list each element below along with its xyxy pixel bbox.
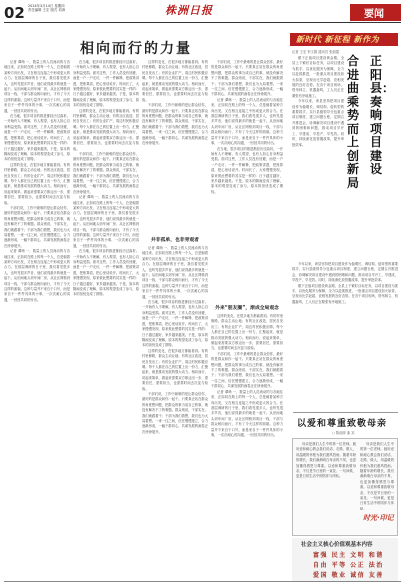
section-tag: 要闻	[364, 9, 384, 20]
article-paragraph: 这样的变化，在很多地方都能看到。有的村里修路，群众主动让地；有的社区改造，居民自发出工；有的企业扩产，周边村民积极应聘。每个人都在自己的位置上出一份力，汇聚起来，就是推动发展的强大动力。相向而行，说起来简单，做起来需要双方都迈出一步，需要信任，需要担当，也需要时间去沉淀与检验。	[142, 348, 208, 391]
feature-paragraph: 今年以来，该县坚持把项目建设作为稳增长、调结构、促转型的重要抓手，实行县级领导分包重点项目制度，建立问题台账，定期召开推进会，协调解决项目建设中遇到的困难和问题，推动项目早开工、早建成、早投产、早见效。同时，持续深化放管服改革，提升审批效率。	[292, 262, 398, 283]
slogan-title: 社会主义核心价值观基本内容	[301, 542, 373, 548]
article-paragraph: 干部们说，工作中最难的是让群众信你，最好的是群众和你一起干。只要真正站在群众的角度想问题，把群众的事当成自己的事，就没有解决不了的难题。群众则说，干部实在，我们就跟着干；干部为我们着想，我们也为大局着想。一来一往之间，信任慢慢建立，合力逐渐形成，一幅干群同心、共谋发展的画卷正在徐徐展开。	[73, 151, 139, 194]
article-paragraph: 干部们说，工作中最难的是让群众信你，最好的是群众和你一起干。只要真正站在群众的角度想问题，把群众的事当成自己的事，就没有解决不了的难题。群众则说，干部实在，我们就跟着干；干部为我们着想，我们也为大局着想。一来一往之间，信任慢慢建立，合力逐渐形成，一幅干群同心、共谋发展的画卷正在徐徐展开。	[211, 60, 283, 97]
issue-meta-line: 2024年3月14日 星期四	[28, 4, 65, 8]
issue-meta	[28, 4, 65, 13]
article-paragraph: 这样的变化，在很多地方都能看到。有的村里修路，群众主动让地；有的社区改造，居民自发出工；有的企业扩产，周边村民积极应聘。每个人都在自己的位置上出一份力，汇聚起来，就是推动发展的强大动力。相向而行，说起来简单，做起来需要双方都迈出一步，需要信任，需要担当，也需要时间去沉淀与检验。	[4, 162, 70, 205]
article-paragraph: 在当地，很多项目的推进都经历过曲折。一开始有人不理解，有人观望，也有人担心自身利益受损。面对这些，工作人员没有回避，而是一户一户走访，一件一件解释，把政策讲透，把账算清，把心里话说开。时间长了，大家慢慢发现，原来彼此想要的其实是一样的：日子越过越好，家乡越来越美。于是，原本的隔阂变成了理解，原本的观望变成了参与，原本的担忧变成了期待。	[4, 114, 70, 162]
feature-paragraph: 今年以来，该县坚持把项目建设作为稳增长、调结构、促转型的重要抓手，实行县级领导分包重点项目制度，建立问题台账，定期召开推进会，协调解决项目建设中遇到的困难和问题，推动项目早开工、早建成、早投产、早见效。同时，持续深化放管服改革，提升审批效率。	[292, 99, 344, 147]
feature-title-right: 正阳县：奏响项目建设	[370, 54, 395, 176]
newspaper-masthead: 株洲日报	[165, 4, 213, 17]
feature-paragraph: 眼下正值项目建设黄金期，全县上下紧盯目标任务，以项目建设为抓手，以优化服务为保障，全力以赴抓推进，一批重点项目建设如火如荼，呈现出比学赶超、竞相发展的良好态势。在各个项目现场，塔吊林立、机器轰鸣，工人们正在紧张有序地施工。	[292, 56, 344, 98]
feature-byline: 记者 王宏 李文娟 通讯员 张丽霞	[292, 50, 340, 54]
article-paragraph: 记者 谭萌 一、数量上的人员流动的与各地往来，正如同在路上的每一个人，总是朝着某种方向出发，又在相互连接之中形成更大的合力。在基层调研的日子里，我们看见很多人，也听见很多声音，他们说得最多的就是一起干。从田间地头到车间厂房，从社区网格到项目一线，干部与群众相向而行，才有了今天这样的面貌。这种力量并不来自于口号，而是来自于一件件具体的小事，一次次耐心的沟通，一回回共同的付出。	[4, 60, 70, 113]
article-subhead: 并非孤单，也非旁观者	[151, 238, 199, 243]
article-paragraph: 在当地，很多项目的推进都经历过曲折。一开始有人不理解，有人观望，也有人担心自身利益受损。面对这些，工作人员没有回避，而是一户一户走访，一件一件解释，把政策讲透，把账算清，把心里话说开。时间长了，大家慢慢发现，原来彼此想要的其实是一样的：日子越过越好，家乡越来越美。于是，原本的隔阂变成了理解，原本的观望变成了参与，原本的担忧变成了期待。	[142, 300, 208, 348]
header-rule	[4, 22, 401, 23]
article-paragraph: 记者 谭萌 一、数量上的人员流动的与各地往来，正如同在路上的每一个人，总是朝着某种方向出发，又在相互连接之中形成更大的合力。在基层调研的日子里，我们看见很多人，也听见很多声音，他们说得最多的就是一起干。从田间地头到车间厂房，从社区网格到项目一线，干部与群众相向而行，才有了今天这样的面貌。这种力量并不来自于口号，而是来自于一件件具体的小事，一次次耐心的沟通，一回回共同的付出。	[211, 97, 283, 146]
essay-title: 以爱和尊重致敬母亲	[297, 419, 388, 429]
feature-column	[292, 262, 398, 406]
article-paragraph: 记者 谭萌 一、数量上的人员流动的与各地往来，正如同在路上的每一个人，总是朝着某种方向出发，又在相互连接之中形成更大的合力。在基层调研的日子里，我们看见很多人，也听见很多声音，他们说得最多的就是一起干。从田间地头到车间厂房，从社区网格到项目一线，干部与群众相向而行，才有了今天这样的面貌。这种力量并不来自于口号，而是来自于一件件具体的小事，一次次耐心的沟通，一回回共同的付出。	[73, 195, 139, 248]
slogan-line: 爱国 敬业 诚信 友善	[313, 572, 384, 579]
article-paragraph: 干部们说，工作中最难的是让群众信你，最好的是群众和你一起干。只要真正站在群众的角度想问题，把群众的事当成自己的事，就没有解决不了的难题。群众则说，干部实在，我们就跟着干；干部为我们着想，我们也为大局着想。一来一往之间，信任慢慢建立，合力逐渐形成，一幅干群同心、共谋发展的画卷正在徐徐展开。	[211, 351, 283, 389]
article-column	[211, 60, 283, 300]
article-column	[142, 60, 208, 232]
article-column	[142, 246, 208, 580]
article-paragraph: 记者 谭萌 一、数量上的人员流动的与各地往来，正如同在路上的每一个人，总是朝着某种方向出发，又在相互连接之中形成更大的合力。在基层调研的日子里，我们看见很多人，也听见很多声音，他们说得最多的就是一起干。从田间地头到车间厂房，从社区网格到项目一线，干部与群众相向而行，才有了今天这样的面貌。这种力量并不来自于口号，而是来自于一件件具体的小事，一次次耐心的沟通，一回回共同的付出。	[4, 249, 70, 302]
issue-meta-line: 责任编辑 王宏 版式 刘涛	[28, 8, 66, 13]
essay-column	[296, 442, 356, 532]
feature-title-left: 合进曲乘势而上创新局	[347, 54, 360, 190]
slogan-line: 自由 平等 公正 法治	[313, 562, 384, 569]
article-column	[211, 314, 283, 580]
box-rule	[293, 412, 398, 413]
feature-paragraph: 眼下正值项目建设黄金期，全县上下紧盯目标任务，以项目建设为抓手，以优化服务为保障，全力以赴抓推进，一批重点项目建设如火如荼，呈现出比学赶超、竞相发展的良好态势。在各个项目现场，塔吊林立、机器轰鸣，工人们正在紧张有序地施工。	[292, 283, 398, 304]
article-paragraph: 干部们说，工作中最难的是让群众信你，最好的是群众和你一起干。只要真正站在群众的角度想问题，把群众的事当成自己的事，就没有解决不了的难题。群众则说，干部实在，我们就跟着干；干部为我们着想，我们也为大局着想。一来一往之间，信任慢慢建立，合力逐渐形成，一幅干群同心、共谋发展的画卷正在徐徐展开。	[142, 391, 208, 434]
article-paragraph: 这样的变化，在很多地方都能看到。有的村里修路，群众主动让地；有的社区改造，居民自发出工；有的企业扩产，周边村民积极应聘。每个人都在自己的位置上出一份力，汇聚起来，就是推动发展的强大动力。相向而行，说起来简单，做起来需要双方都迈出一步，需要信任，需要担当，也需要时间去沉淀与检验。	[142, 60, 208, 102]
article-column	[4, 60, 70, 580]
article-paragraph: 记者 谭萌 一、数量上的人员流动的与各地往来，正如同在路上的每一个人，总是朝着某种方向出发，又在相互连接之中形成更大的合力。在基层调研的日子里，我们看见很多人，也听见很多声音，他们说得最多的就是一起干。从田间地头到车间厂房，从社区网格到项目一线，干部与群众相向而行，才有了今天这样的面貌。这种力量并不来自于口号，而是来自于一件件具体的小事，一次次耐心的沟通，一回回共同的付出。	[142, 246, 208, 299]
article-paragraph: 这样的变化，在很多地方都能看到。有的村里修路，群众主动让地；有的社区改造，居民自发出工；有的企业扩产，周边村民积极应聘。每个人都在自己的位置上出一份力，汇聚起来，就是推动发展的强大动力。相向而行，说起来简单，做起来需要双方都迈出一步，需要信任，需要担当，也需要时间去沉淀与检验。	[211, 314, 283, 351]
article-column	[73, 60, 139, 580]
page-number: 02	[4, 4, 25, 22]
footer-rule	[4, 581, 401, 582]
article-paragraph: 干部们说，工作中最难的是让群众信你，最好的是群众和你一起干。只要真正站在群众的角度想问题，把群众的事当成自己的事，就没有解决不了的难题。群众则说，干部实在，我们就跟着干；干部为我们着想，我们也为大局着想。一来一往之间，信任慢慢建立，合力逐渐形成，一幅干群同心、共谋发展的画卷正在徐徐展开。	[4, 205, 70, 248]
page-header	[0, 0, 401, 30]
feature-column	[292, 56, 344, 256]
slogan-line: 富强 民主 文明 和谐	[313, 552, 384, 559]
feature-banner-text: 新时代 新征程 新作为	[296, 35, 380, 44]
main-article-title: 相向而行的力量	[80, 41, 192, 57]
article-paragraph: 记者 谭萌 一、数量上的人员流动的与各地往来，正如同在路上的每一个人，总是朝着某种方向出发，又在相互连接之中形成更大的合力。在基层调研的日子里，我们看见很多人，也听见很多声音，他们说得最多的就是一起干。从田间地头到车间厂房，从社区网格到项目一线，干部与群众相向而行，才有了今天这样的面貌。这种力量并不来自于口号，而是来自于一件件具体的小事，一次次耐心的沟通，一回回共同的付出。	[211, 389, 283, 437]
essay-paragraph: 母亲是我们人生中的第一位老师。她用爱和耐心教会我们说话、走路、做人，用温暖的怀抱为我们遮风挡雨。随着年龄的增长，我们渐渐明白母亲的不易，也更加懂得感恩与尊重。以爱和尊重致敬母亲，不仅是节日里的一束花、一句问候，更是日常生活中的陪伴与体贴。	[296, 442, 356, 479]
article-paragraph: 在当地，很多项目的推进都经历过曲折。一开始有人不理解，有人观望，也有人担心自身利益受损。面对这些，工作人员没有回避，而是一户一户走访，一件一件解释，把政策讲透，把账算清，把心里话说开。时间长了，大家慢慢发现，原来彼此想要的其实是一样的：日子越过越好，家乡越来越美。于是，原本的隔阂变成了理解，原本的观望变成了参与，原本的担忧变成了期待。	[73, 60, 139, 108]
article-paragraph: 这样的变化，在很多地方都能看到。有的村里修路，群众主动让地；有的社区改造，居民自发出工；有的企业扩产，周边村民积极应聘。每个人都在自己的位置上出一份力，汇聚起来，就是推动发展的强大动力。相向而行，说起来简单，做起来需要双方都迈出一步，需要信任，需要担当，也需要时间去沉淀与检验。	[73, 108, 139, 151]
article-paragraph: 在当地，很多项目的推进都经历过曲折。一开始有人不理解，有人观望，也有人担心自身利益受损。面对这些，工作人员没有回避，而是一户一户走访，一件一件解释，把政策讲透，把账算清，把心里话说开。时间长了，大家慢慢发现，原来彼此想要的其实是一样的：日子越过越好，家乡越来越美。于是，原本的隔阂变成了理解，原本的观望变成了参与，原本的担忧变成了期待。	[73, 249, 139, 297]
article-paragraph: 在当地，很多项目的推进都经历过曲折。一开始有人不理解，有人观望，也有人担心自身利益受损。面对这些，工作人员没有回避，而是一户一户走访，一件一件解释，把政策讲透，把账算清，把心里话说开。时间长了，大家慢慢发现，原来彼此想要的其实是一样的：日子越过越好，家乡越来越美。于是，原本的隔阂变成了理解，原本的观望变成了参与，原本的担忧变成了期待。	[211, 146, 283, 194]
essay-column	[360, 442, 394, 510]
essay-paragraph: 母亲是我们人生中的第一位老师。她用爱和耐心教会我们说话、走路、做人，用温暖的怀抱为我们遮风挡雨。随着年龄的增长，我们渐渐明白母亲的不易，也更加懂得感恩与尊重。以爱和尊重致敬母亲，不仅是节日里的一束花、一句问候，更是日常生活中的陪伴与体贴。	[360, 442, 394, 510]
article-subhead: 外来“朋友圈”，渐成全局观念	[215, 306, 279, 311]
essay-author: ○ 陈丽萍 曲 宾	[332, 431, 355, 435]
decorative-stamp: 时光·印记	[363, 514, 394, 522]
article-paragraph: 干部们说，工作中最难的是让群众信你，最好的是群众和你一起干。只要真正站在群众的角度想问题，把群众的事当成自己的事，就没有解决不了的难题。群众则说，干部实在，我们就跟着干；干部为我们着想，我们也为大局着想。一来一往之间，信任慢慢建立，合力逐渐形成，一幅干群同心、共谋发展的画卷正在徐徐展开。	[142, 103, 208, 146]
